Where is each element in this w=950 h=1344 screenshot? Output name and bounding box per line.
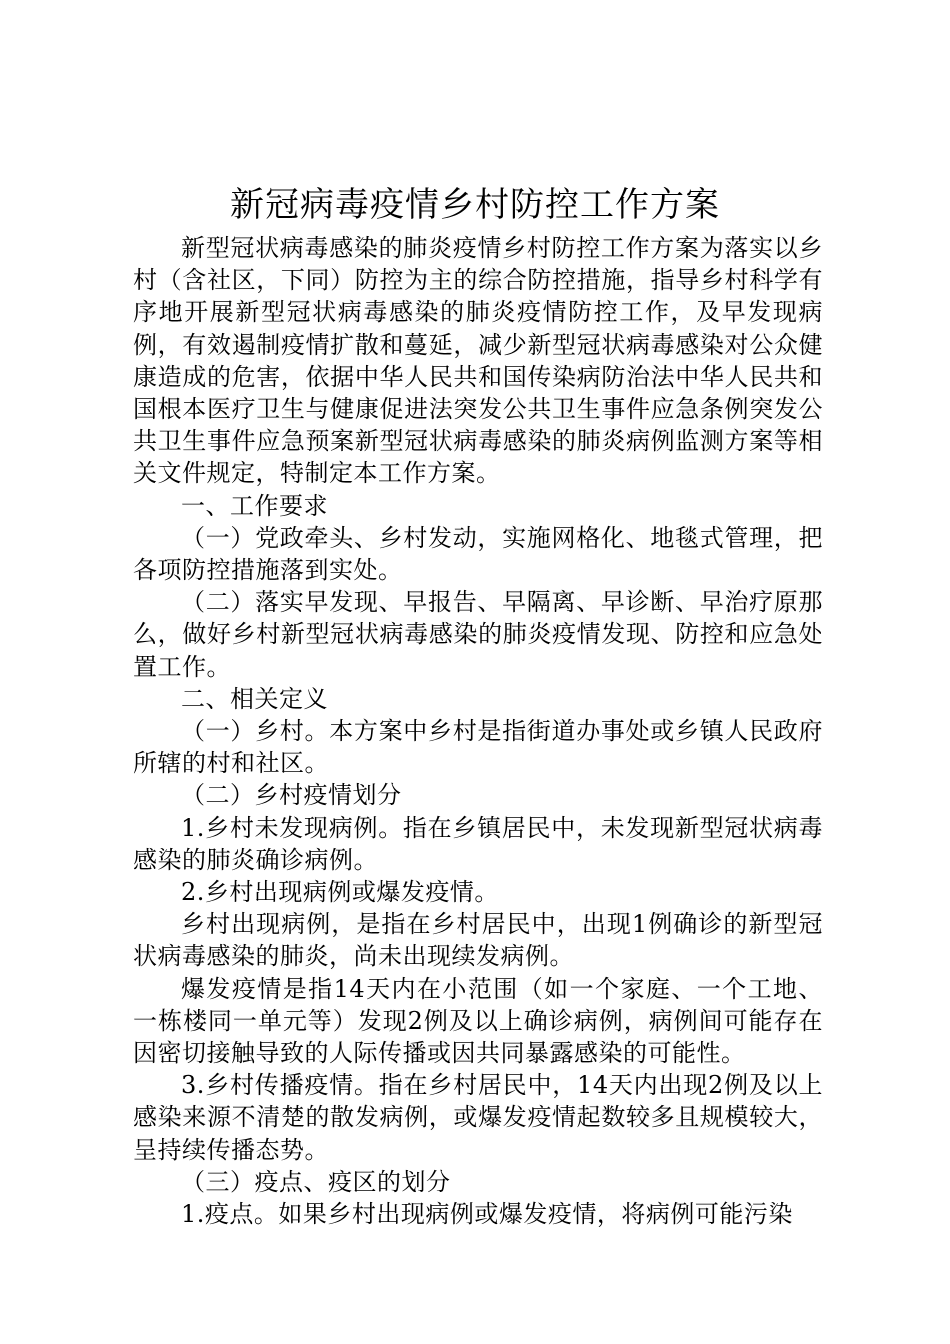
paragraph-requirement-2: （二）落实早发现、早报告、早隔离、早诊断、早治疗原那么，做好乡村新型冠状病毒感染的肺炎疫情发现、防控和应急处置工作。 [133, 588, 823, 681]
subheading-epidemic-zones: （三）疫点、疫区的划分 [181, 1167, 451, 1196]
paragraph-outbreak-definition: 爆发疫情是指14天内在小范围（如一个家庭、一个工地、一栋楼同一单元等）发现2例及以上确诊病例，病例间可能存在因密切接触导致的人际传播或因共同暴露感染的可能性。 [133, 974, 823, 1068]
paragraph-intro: 新型冠状病毒感染的肺炎疫情乡村防控工作方案为落实以乡村（含社区，下同）防控为主的综合防控措施，指导乡村科学有序地开展新型冠状病毒感染的肺炎疫情防控工作，及早发现病例，有效遏制疫情扩散和蔓延，减少新型冠状病毒感染对公众健康造成的危害，依据中华人民共和国传染病防治法中华人民共和国根本医疗卫生与健康促进法突发公共卫生事件应急条例突发公共卫生事件应急预案新型冠状病毒感染的肺炎病例监测方案等相关文件规定，特制定本工作方案。 [133, 234, 823, 488]
document-title: 新冠病毒疫情乡村防控工作方案 [230, 185, 720, 225]
paragraph-no-cases: 1.乡村未发现病例。指在乡镇居民中，未发现新型冠状病毒感染的肺炎确诊病例。 [133, 813, 823, 874]
paragraph-community-transmission: 3.乡村传播疫情。指在乡村居民中，14天内出现2例及以上感染来源不清楚的散发病例，或爆发疫情起数较多且规模较大，呈持续传播态势。 [133, 1071, 823, 1164]
paragraph-case-definition: 乡村出现病例，是指在乡村居民中，出现1例确诊的新型冠状病毒感染的肺炎，尚未出现续发病例。 [133, 910, 823, 971]
heading-definitions: 二、相关定义 [181, 684, 328, 713]
subheading-epidemic-classification: （二）乡村疫情划分 [181, 781, 402, 810]
paragraph-requirement-1: （一）党政牵头、乡村发动，实施网格化、地毯式管理，把各项防控措施落到实处。 [133, 523, 823, 585]
heading-work-requirements: 一、工作要求 [181, 491, 328, 520]
document-body [133, 232, 823, 1230]
paragraph-cases-or-outbreak: 2.乡村出现病例或爆发疫情。 [181, 878, 499, 907]
paragraph-definition-village: （一）乡村。本方案中乡村是指街道办事处或乡镇人民政府所辖的村和社区。 [133, 717, 823, 778]
paragraph-epidemic-point: 1.疫点。如果乡村出现病例或爆发疫情，将病例可能污染 [181, 1200, 793, 1229]
